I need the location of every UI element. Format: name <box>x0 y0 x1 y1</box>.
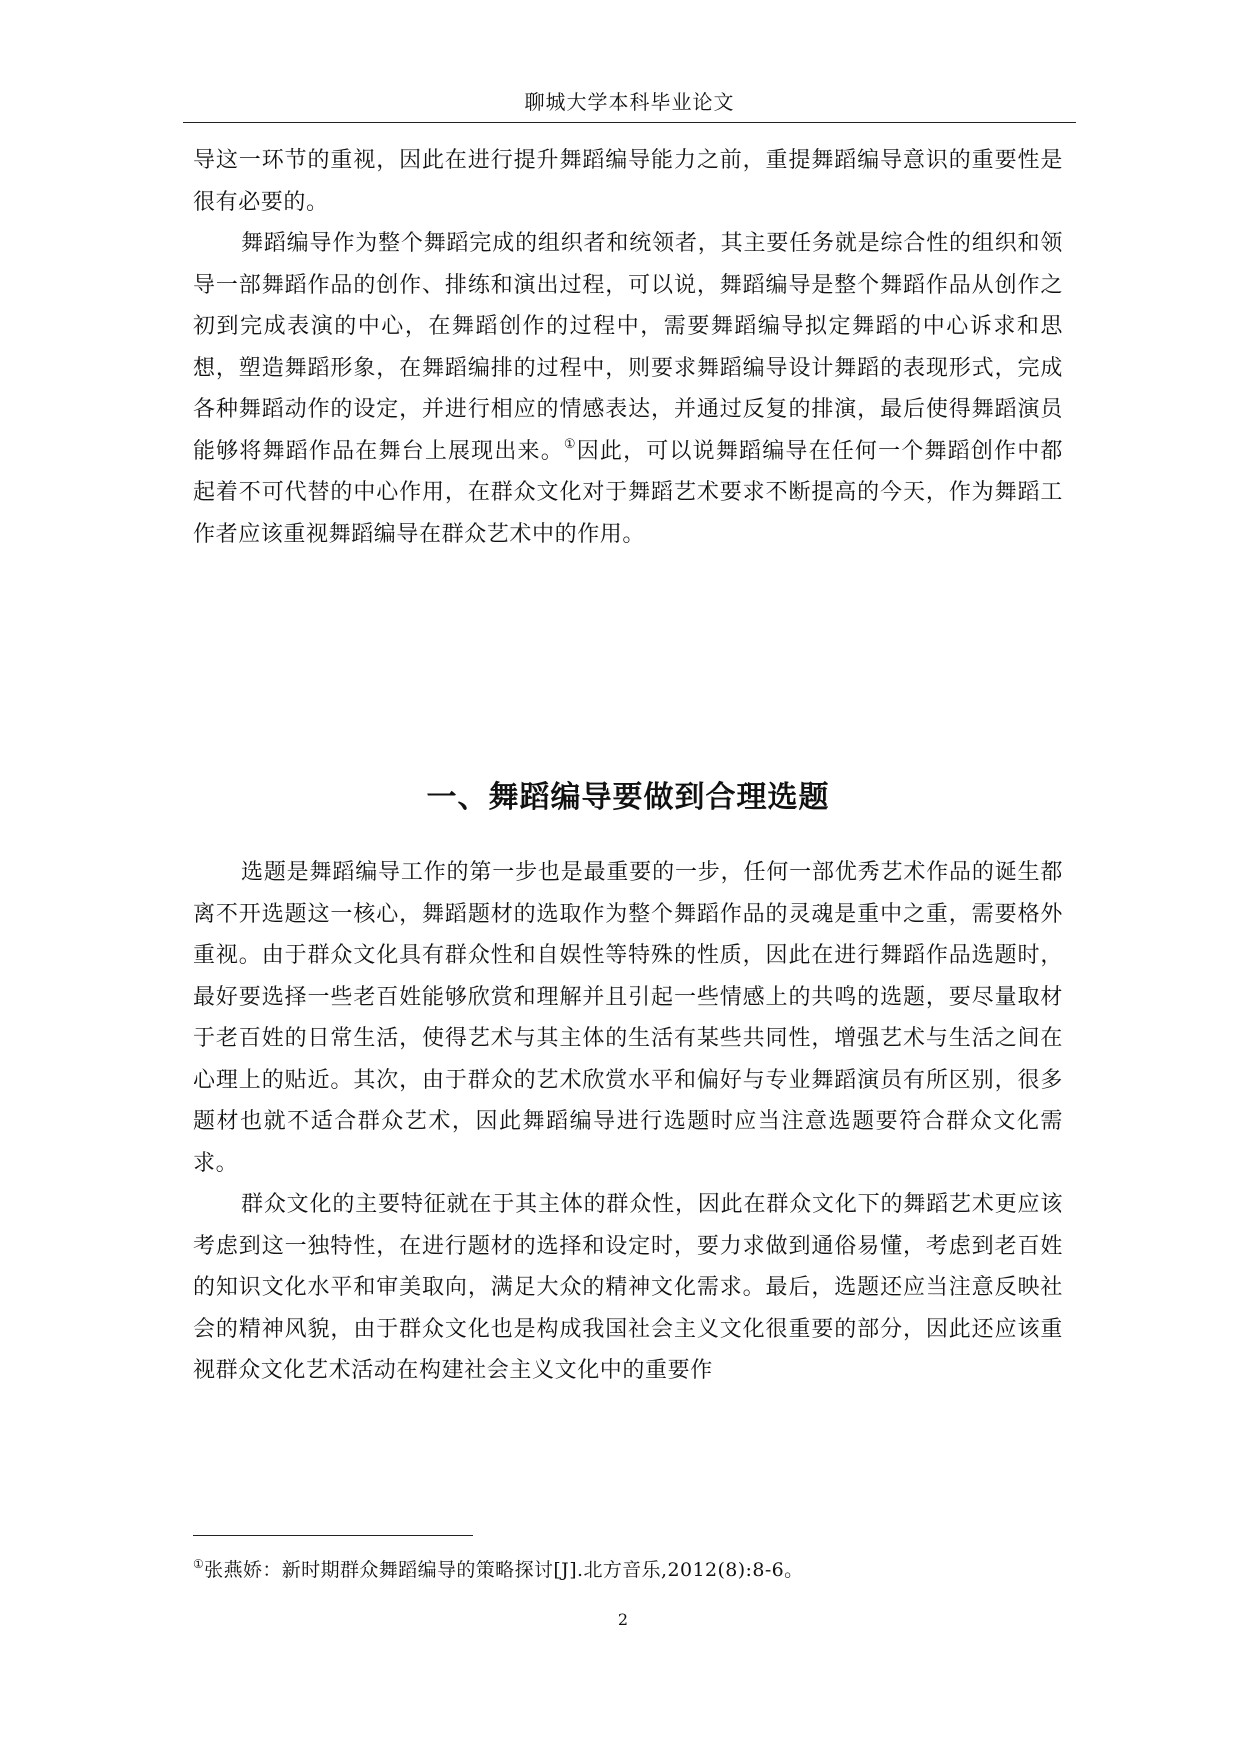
page-number: 2 <box>617 1610 629 1629</box>
footnote-text: 张燕娇：新时期群众舞蹈编导的策略探讨[J].北方音乐,2012(8):8-6。 <box>204 1559 804 1581</box>
footnote-reference: ① <box>563 436 577 452</box>
footnote-rule <box>193 1535 473 1536</box>
footnote-marker: ① <box>193 1557 205 1571</box>
paragraph-continued: 导这一环节的重视，因此在进行提升舞蹈编导能力之前，重提舞蹈编导意识的重要性是很有必要的。 <box>193 148 1063 215</box>
body-text-top <box>193 140 1063 555</box>
header-rule <box>183 122 1076 123</box>
running-header: 聊城大学本科毕业论文 <box>524 90 735 114</box>
body-text-bottom <box>193 852 1063 1392</box>
paragraph-text: 舞蹈编导作为整个舞蹈完成的组织者和统领者，其主要任务就是综合性的组织和领导一部舞蹈作品的创作、排练和演出过程，可以说，舞蹈编导是整个舞蹈作品从创作之初到完成表演的中心，在舞蹈创作的过程中，需要舞蹈编导拟定舞蹈的中心诉求和思想，塑造舞蹈形象，在舞蹈编排的过程中，则要求舞蹈编导设计舞蹈的表现形式，完成各种舞蹈动作的设定，并进行相应的情感表达，并通过反复的排演，最后使得舞蹈演员能够将舞蹈作品在舞台上展现出来。 <box>193 231 1063 464</box>
paragraph-mass-culture: 群众文化的主要特征就在于其主体的群众性，因此在群众文化下的舞蹈艺术更应该考虑到这一独特性，在进行题材的选择和设定时，要力求做到通俗易懂，考虑到老百姓的知识文化水平和审美取向，满足大众的精神文化需求。最后，选题还应当注意反映社会的精神风貌，由于群众文化也是构成我国社会主义文化很重要的部分，因此还应该重视群众文化艺术活动在构建社会主义文化中的重要作 <box>193 1192 1063 1383</box>
paragraph-text-continued: 因此，可以说舞蹈编导在任何一个舞蹈创作中都起着不可代替的中心作用，在群众文化对于舞蹈艺术要求不断提高的今天，作为舞蹈工作者应该重视舞蹈编导在群众艺术中的作用。 <box>193 438 1063 547</box>
section-heading: 一、舞蹈编导要做到合理选题 <box>426 780 830 815</box>
paragraph-choreographer-role <box>193 223 1063 555</box>
footnote <box>193 1555 1063 1582</box>
paragraph-topic-selection: 选题是舞蹈编导工作的第一步也是最重要的一步，任何一部优秀艺术作品的诞生都离不开选题这一核心，舞蹈题材的选取作为整个舞蹈作品的灵魂是重中之重，需要格外重视。由于群众文化具有群众性和自娱性等特殊的性质，因此在进行舞蹈作品选题时，最好要选择一些老百姓能够欣赏和理解并且引起一些情感上的共鸣的选题，要尽量取材于老百姓的日常生活，使得艺术与其主体的生活有某些共同性，增强艺术与生活之间在心理上的贴近。其次，由于群众的艺术欣赏水平和偏好与专业舞蹈演员有所区别，很多题材也就不适合群众艺术，因此舞蹈编导进行选题时应当注意选题要符合群众文化需求。 <box>193 860 1063 1176</box>
